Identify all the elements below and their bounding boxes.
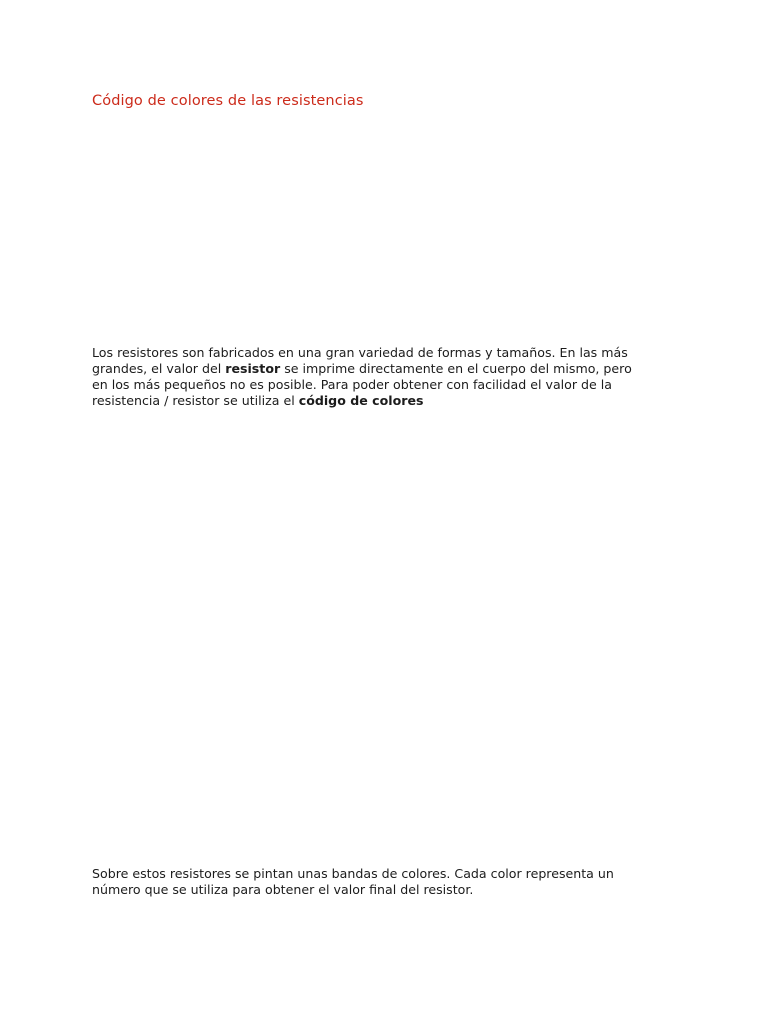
bands-line-1: Sobre estos resistores se pintan unas bandas de colores. Cada color representa un [92,866,614,881]
intro-line-2 [92,361,692,377]
intro-paragraph [92,345,692,409]
intro-line-4 [92,393,692,409]
bands-line-2: número que se utiliza para obtener el valor final del resistor. [92,882,474,897]
page-title: Código de colores de las resistencias [92,93,364,109]
resistor-bold-term: resistor [225,361,281,376]
color-code-bold-term: código de colores [298,393,424,408]
intro-line-3: en los más pequeños no es posible. Para poder obtener con facilidad el valor de la [92,377,613,392]
intro-line-2-start: grandes, el valor del [92,361,226,376]
bands-paragraph [92,866,692,898]
intro-line-1: Los resistores son fabricados en una gran variedad de formas y tamaños. En las más [92,345,628,360]
intro-line-2-end: se imprime directamente en el cuerpo del mismo, pero [280,361,632,376]
intro-line-4-start: resistencia / resistor se utiliza el [92,393,299,408]
